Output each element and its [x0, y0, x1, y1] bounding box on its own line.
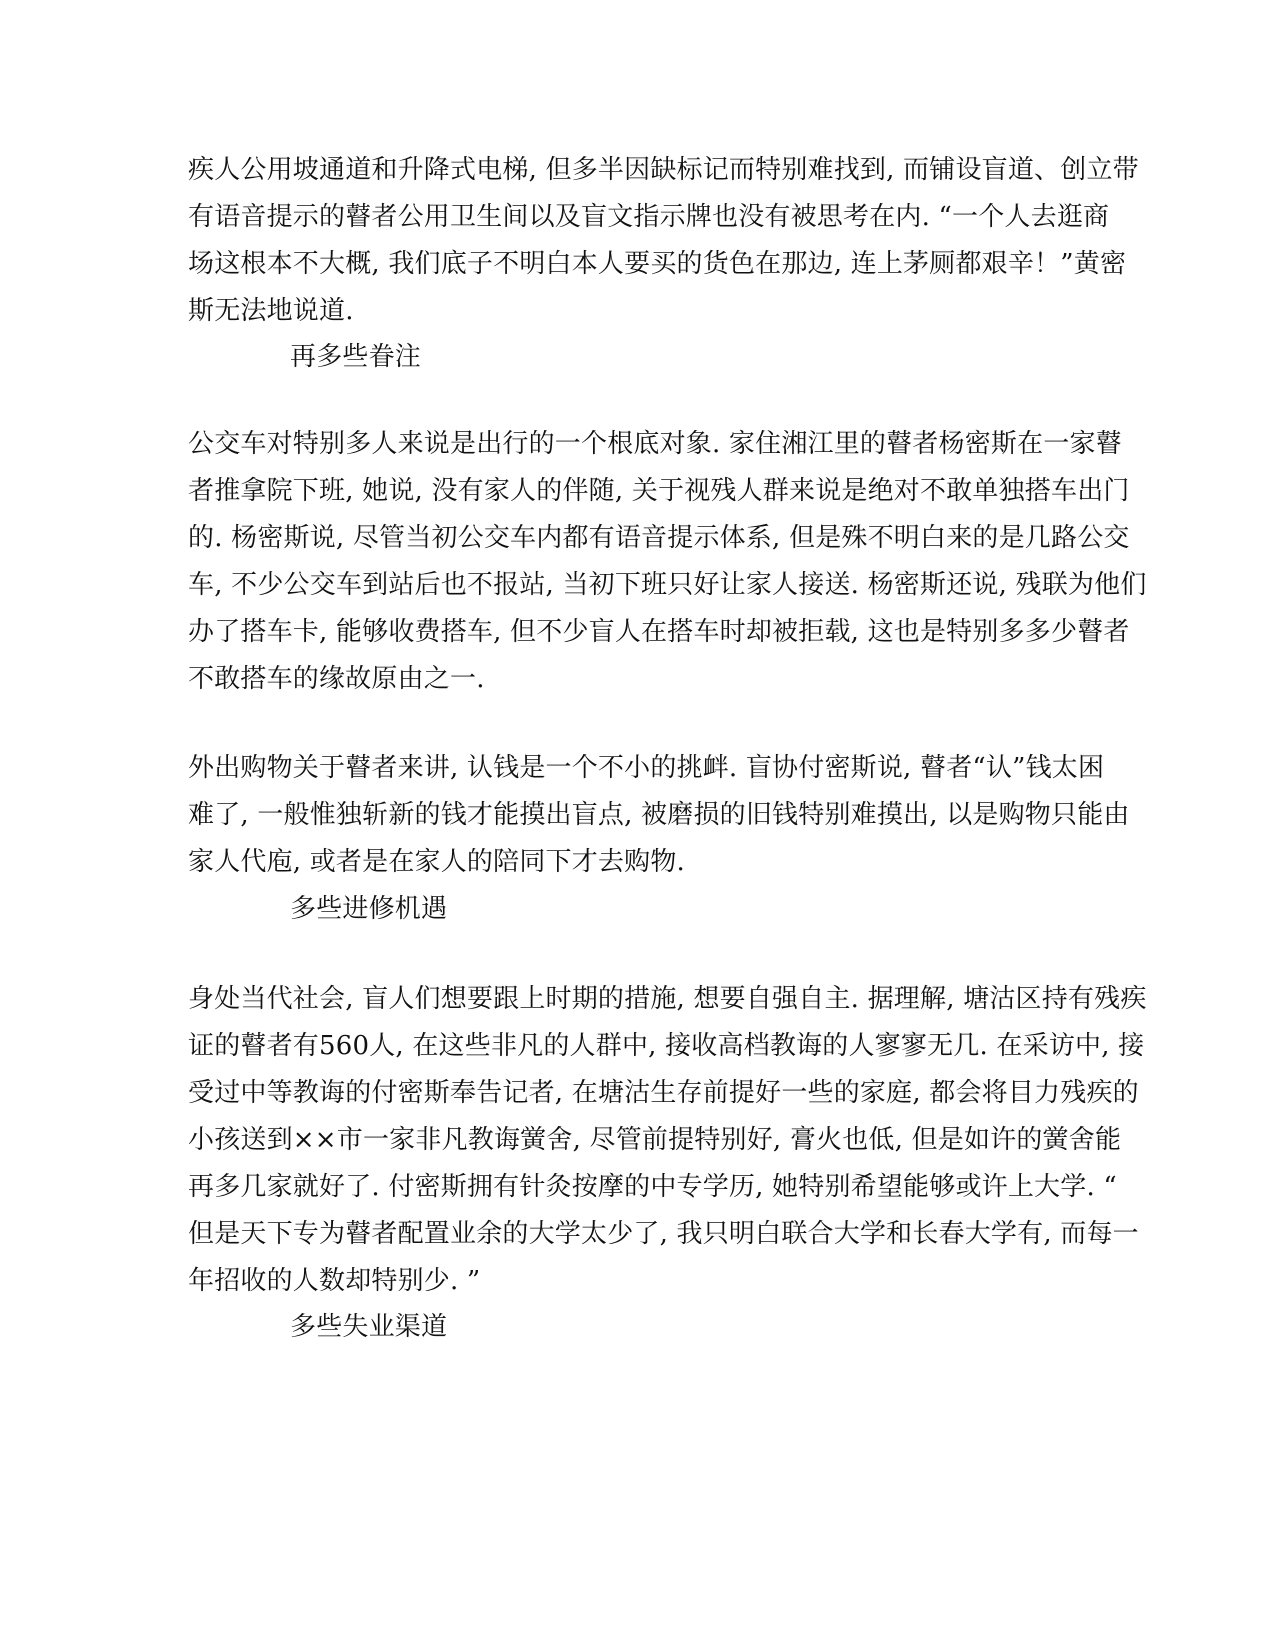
section-heading-1: 再多些眷注 — [290, 342, 422, 372]
paragraph-1-line-2: 有语音提示的瞽者公用卫生间以及盲文指示牌也没有被思考在内. “一个人去逛商 — [188, 202, 1110, 232]
paragraph-4-line-2: 证的瞽者有560人, 在这些非凡的人群中, 接收高档教诲的人寥寥无几. 在采访中, 接 — [188, 1031, 1145, 1061]
paragraph-2-line-6: 不敢搭车的缘故原由之一. — [188, 664, 485, 694]
section-heading-3: 多些失业渠道 — [290, 1312, 448, 1342]
paragraph-1-line-4: 斯无法地说道. — [188, 296, 354, 326]
paragraph-2-line-2: 者推拿院下班, 她说, 没有家人的伴随, 关于视残人群来说是绝对不敢单独搭车出门 — [188, 476, 1130, 506]
paragraph-2-line-3: 的. 杨密斯说, 尽管当初公交车内都有语音提示体系, 但是殊不明白来的是几路公交 — [188, 523, 1130, 553]
paragraph-3-line-1: 外出购物关于瞽者来讲, 认钱是一个不小的挑衅. 盲协付密斯说, 瞽者“认”钱太困 — [188, 753, 1105, 783]
paragraph-4-line-6: 但是天下专为瞽者配置业余的大学太少了, 我只明白联合大学和长春大学有, 而每一 — [188, 1219, 1139, 1249]
paragraph-1-line-3: 场这根本不大概, 我们底子不明白本人要买的货色在那边, 连上茅厕都艰辛！”黄密 — [188, 249, 1127, 279]
paragraph-4-line-7: 年招收的人数却特别少. ” — [188, 1266, 481, 1296]
paragraph-2-line-4: 车, 不少公交车到站后也不报站, 当初下班只好让家人接送. 杨密斯还说, 残联为他们 — [188, 570, 1147, 600]
paragraph-2-line-1: 公交车对特别多人来说是出行的一个根底对象. 家住湘江里的瞽者杨密斯在一家瞽 — [188, 429, 1122, 459]
paragraph-3-line-2: 难了, 一般惟独斩新的钱才能摸出盲点, 被磨损的旧钱特别难摸出, 以是购物只能由 — [188, 800, 1130, 830]
paragraph-3-line-3: 家人代庖, 或者是在家人的陪同下才去购物. — [188, 847, 685, 877]
paragraph-4-line-5: 再多几家就好了. 付密斯拥有针灸按摩的中专学历, 她特别希望能够或许上大学. “ — [188, 1172, 1117, 1202]
paragraph-4-line-4: 小孩送到××市一家非凡教诲黉舍, 尽管前提特别好, 膏火也低, 但是如许的黉舍能 — [188, 1125, 1122, 1155]
paragraph-1-line-1: 疾人公用坡通道和升降式电梯, 但多半因缺标记而特别难找到, 而铺设盲道、创立带 — [188, 155, 1139, 185]
paragraph-2-line-5: 办了搭车卡, 能够收费搭车, 但不少盲人在搭车时却被拒载, 这也是特别多多少瞽者 — [188, 617, 1130, 647]
section-heading-2: 多些进修机遇 — [290, 894, 448, 924]
paragraph-4-line-1: 身处当代社会, 盲人们想要跟上时期的措施, 想要自强自主. 据理解, 塘沽区持有残疾 — [188, 984, 1147, 1014]
paragraph-4-line-3: 受过中等教诲的付密斯奉告记者, 在塘沽生存前提好一些的家庭, 都会将目力残疾的 — [188, 1078, 1139, 1108]
